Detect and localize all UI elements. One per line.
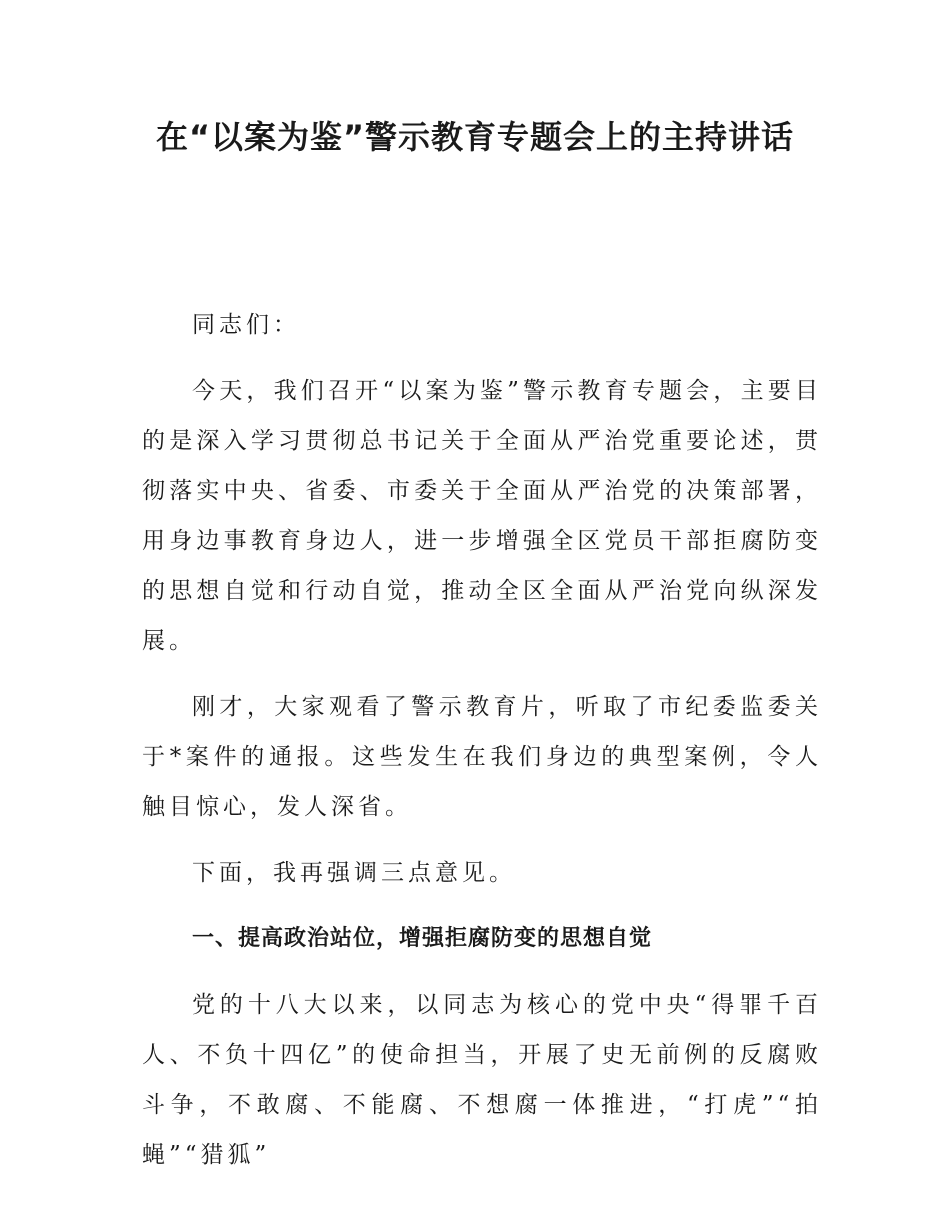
section-heading-1: 一、提高政治站位，增强拒腐防变的思想自觉 (192, 926, 653, 951)
document-body (142, 300, 822, 1196)
paragraph-purpose: 今天，我们召开“以案为鉴”警示教育专题会，主要目的是深入学习贯彻总书记关于全面从严治党重要论述，贯彻落实中央、省委、市委关于全面从严治党的决策部署，用身边事教育身边人，进一步增强全区党员干部拒腐防变的思想自觉和行动自觉，推动全区全面从严治党向纵深发展。 (142, 378, 822, 654)
paragraph-transition: 下面，我再强调三点意见。 (192, 860, 516, 886)
paragraph-section-1: 党的十八大以来，以同志为核心的党中央“得罪千百人、不负十四亿”的使命担当，开展了史无前例的反腐败斗争，不敢腐、不能腐、不想腐一体推进，“打虎”“拍蝇”“猎狐” (142, 992, 822, 1168)
document-title: 在“以案为鉴”警示教育专题会上的主持讲话 (155, 118, 795, 156)
salutation: 同志们： (192, 312, 300, 338)
paragraph-case-review: 刚才，大家观看了警示教育片，听取了市纪委监委关于*案件的通报。这些发生在我们身边的典型案例，令人触目惊心，发人深省。 (142, 694, 822, 820)
